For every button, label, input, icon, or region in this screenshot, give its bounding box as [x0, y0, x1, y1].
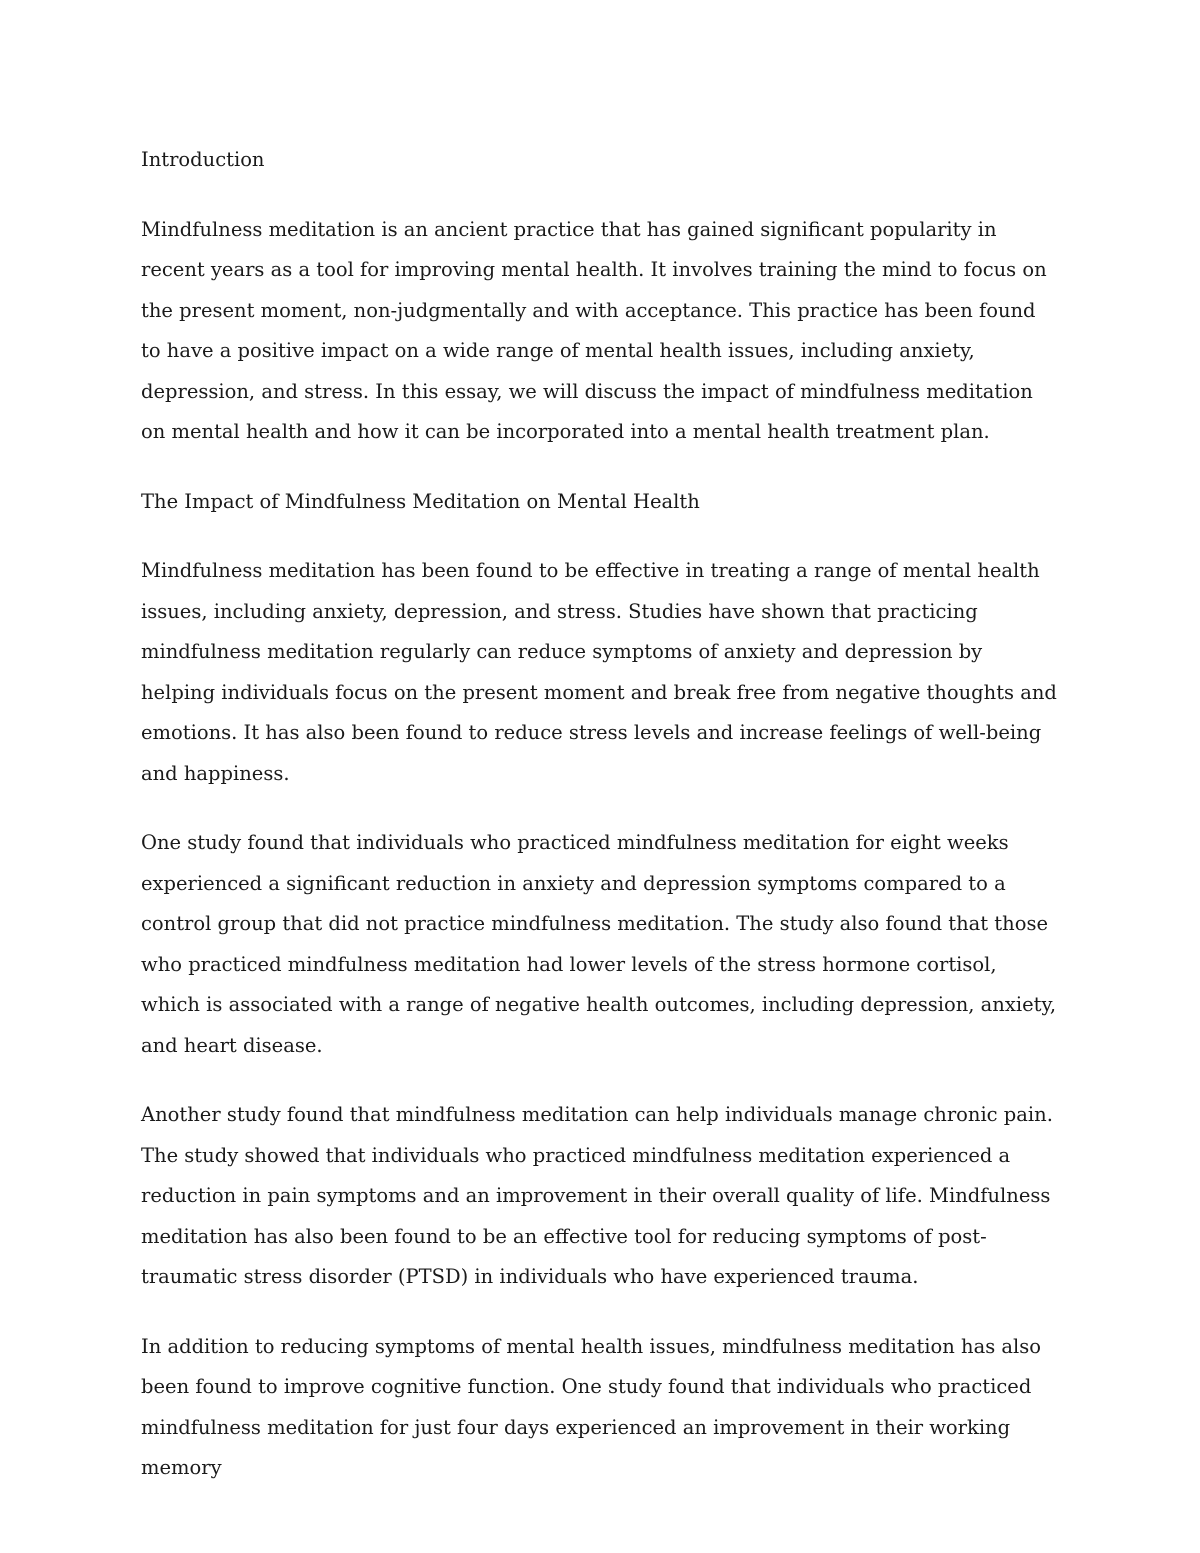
paragraph-chronic-pain-study: Another study found that mindfulness meditation can help individuals manage chronic pain. The study showed that individuals who practiced mindfulness meditation experienced a reduction in pain symptoms and an improvement in their overall quality of life. Mindfulness meditation has also been found to be an effective tool for reducing symptoms of post-traumatic stress disorder (PTSD) in individuals who have experienced trauma.: [141, 1103, 1053, 1288]
section-heading-introduction: Introduction: [141, 148, 265, 171]
paragraph-cognitive-function: In addition to reducing symptoms of mental health issues, mindfulness meditation has also been found to improve cognitive function. One study found that individuals who practiced mindfulness meditation for just four days experienced an improvement in their working memory: [141, 1334, 1042, 1479]
paragraph-intro: Mindfulness meditation is an ancient practice that has gained significant popularity in recent years as a tool for improving mental health. It involves training the mind to focus on the present moment, non-judgmentally and with acceptance. This practice has been found to have a positive impact on a wide range of mental health issues, including anxiety, depression, and stress. In this essay, we will discuss the impact of mindfulness meditation on mental health and how it can be incorporated into a mental health treatment plan.: [141, 217, 1047, 443]
paragraph-effectiveness: Mindfulness meditation has been found to be effective in treating a range of mental health issues, including anxiety, depression, and stress. Studies have shown that practicing mindfulness meditation regularly can reduce symptoms of anxiety and depression by helping individuals focus on the present moment and break free from negative thoughts and emotions. It has also been found to reduce stress levels and increase feelings of well-being and happiness.: [141, 559, 1057, 785]
document-body: [141, 140, 1061, 1518]
section-heading-impact: The Impact of Mindfulness Meditation on Mental Health: [141, 489, 700, 513]
paragraph-eight-week-study: One study found that individuals who practiced mindfulness meditation for eight weeks experienced a significant reduction in anxiety and depression symptoms compared to a control group that did not practice mindfulness meditation. The study also found that those who practiced mindfulness meditation had lower levels of the stress hormone cortisol, which is associated with a range of negative health outcomes, including depression, anxiety, and heart disease.: [141, 831, 1057, 1057]
